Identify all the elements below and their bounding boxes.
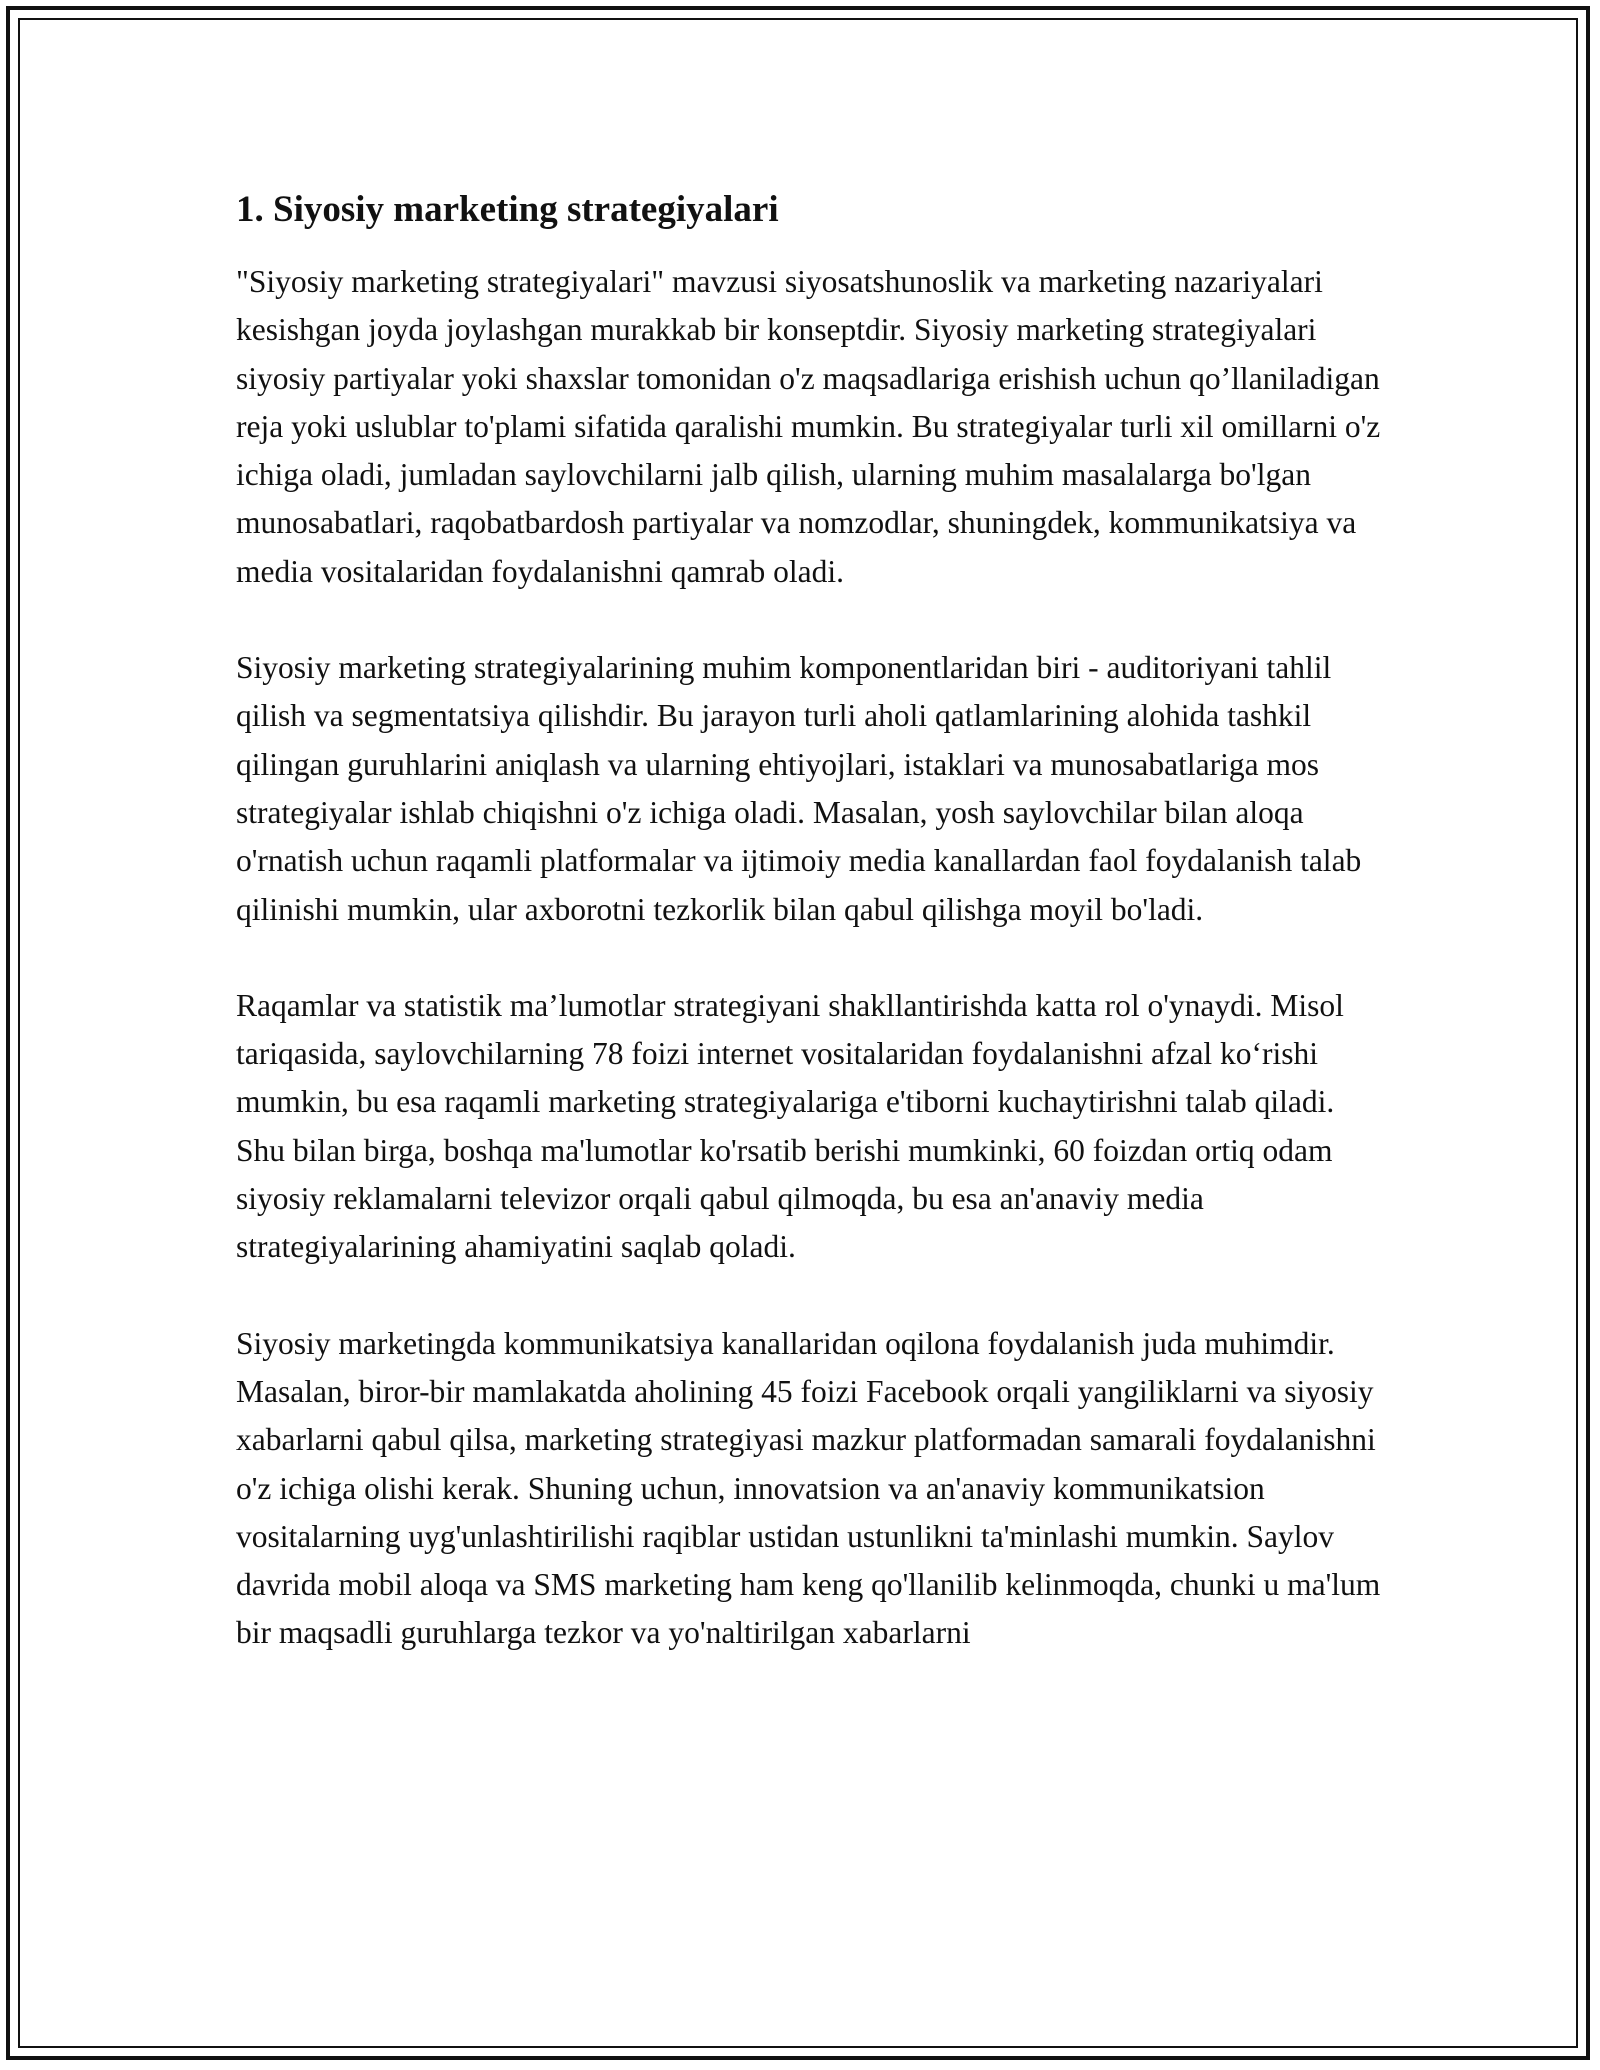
paragraph-2: Siyosiy marketing strategiyalarining muhim komponentlaridan biri - auditoriyani tahlil qilish va segmentatsiya qilishdir. Bu jarayon turli aholi qatlamlarining alohida tashkil qilingan guruhlarini aniqlash va ularning ehtiyojlari, istaklari va munosabatlariga mos strategiyalar ishlab chiqishni o'z ichiga oladi. Masalan, yosh saylovchilar bilan aloqa o'rnatish uchun raqamli platformalar va ijtimoiy media kanallardan faol foydalanish talab qilinishi mumkin, ular axborotni tezkorlik bilan qabul qilishga moyil bo'ladi. <box>236 650 1362 927</box>
paragraph-4: Siyosiy marketingda kommunikatsiya kanallaridan oqilona foydalanish juda muhimdir. Masalan, biror-bir mamlakatda aholining 45 foizi Facebook orqali yangiliklarni va siyosiy xabarlarni qabul qilsa, marketing strategiyasi mazkur platformadan samarali foydalanishni o'z ichiga olishi kerak. Shuning uchun, innovatsion va an'anaviy kommunikatsion vositalarning uyg'unlashtirilishi raqiblar ustidan ustunlikni ta'minlashi mumkin. Saylov davrida mobil aloqa va SMS marketing ham keng qo'llanilib kelinmoqda, chunki u ma'lum bir maqsadli guruhlarga tezkor va yo'naltirilgan xabarlarni <box>236 1325 1381 1651</box>
section-heading: 1. Siyosiy marketing strategiyalari <box>236 189 779 230</box>
document-body <box>236 186 1386 1706</box>
paragraph-1: "Siyosiy marketing strategiyalari" mavzusi siyosatshunoslik va marketing nazariyalari kesishgan joyda joylashgan murakkab bir konseptdir. Siyosiy marketing strategiyalari siyosiy partiyalar yoki shaxslar tomonidan o'z maqsadlariga erishish uchun qo’llaniladigan reja yoki uslublar to'plami sifatida qaralishi mumkin. Bu strategiyalar turli xil omillarni o'z ichiga oladi, jumladan saylovchilarni jalb qilish, ularning muhim masalalarga bo'lgan munosabatlari, raqobatbardosh partiyalar va nomzodlar, shuningdek, kommunikatsiya va media vositalaridan foydalanishni qamrab oladi. <box>236 264 1381 589</box>
paragraph-3: Raqamlar va statistik ma’lumotlar strategiyani shakllantirishda katta rol o'ynaydi. Misol tariqasida, saylovchilarning 78 foizi internet vositalaridan foydalanishni afzal ko‘rishi mumkin, bu esa raqamli marketing strategiyalariga e'tiborni kuchaytirishni talab qiladi. Shu bilan birga, boshqa ma'lumotlar ko'rsatib berishi mumkinki, 60 foizdan ortiq odam siyosiy reklamalarni televizor orqali qabul qilmoqda, bu esa an'anaviy media strategiyalarining ahamiyatini saqlab qoladi. <box>236 987 1344 1265</box>
